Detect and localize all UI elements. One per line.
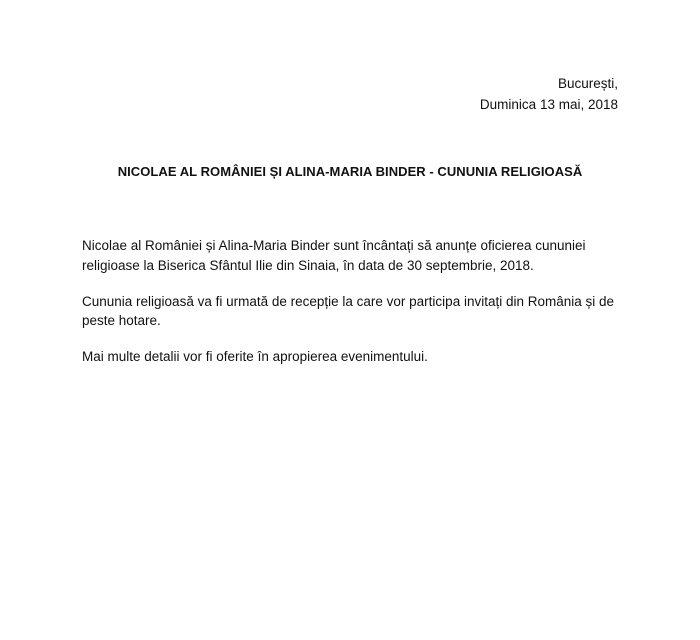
paragraph-reception: Cununia religioasă va fi urmată de recepție la care vor participa invitați din România și de peste hotare. — [82, 293, 615, 328]
paragraph-details: Mai multe detalii vor fi oferite în apropierea evenimentului. — [82, 349, 428, 364]
dateline — [480, 73, 618, 115]
place-text: București, — [557, 76, 618, 91]
document-title: NICOLAE AL ROMÂNIEI ȘI ALINA-MARIA BINDER - CUNUNIA RELIGIOASĂ — [117, 164, 583, 179]
date-text: Duminica 13 mai, 2018 — [479, 97, 618, 112]
document-body — [82, 236, 622, 383]
paragraph-announcement: Nicolae al României și Alina-Maria Binder sunt încântați să anunțe oficierea cununiei religioase la Biserica Sfântul Ilie din Sinaia, în data de 30 septembrie, 2018. — [82, 238, 586, 273]
